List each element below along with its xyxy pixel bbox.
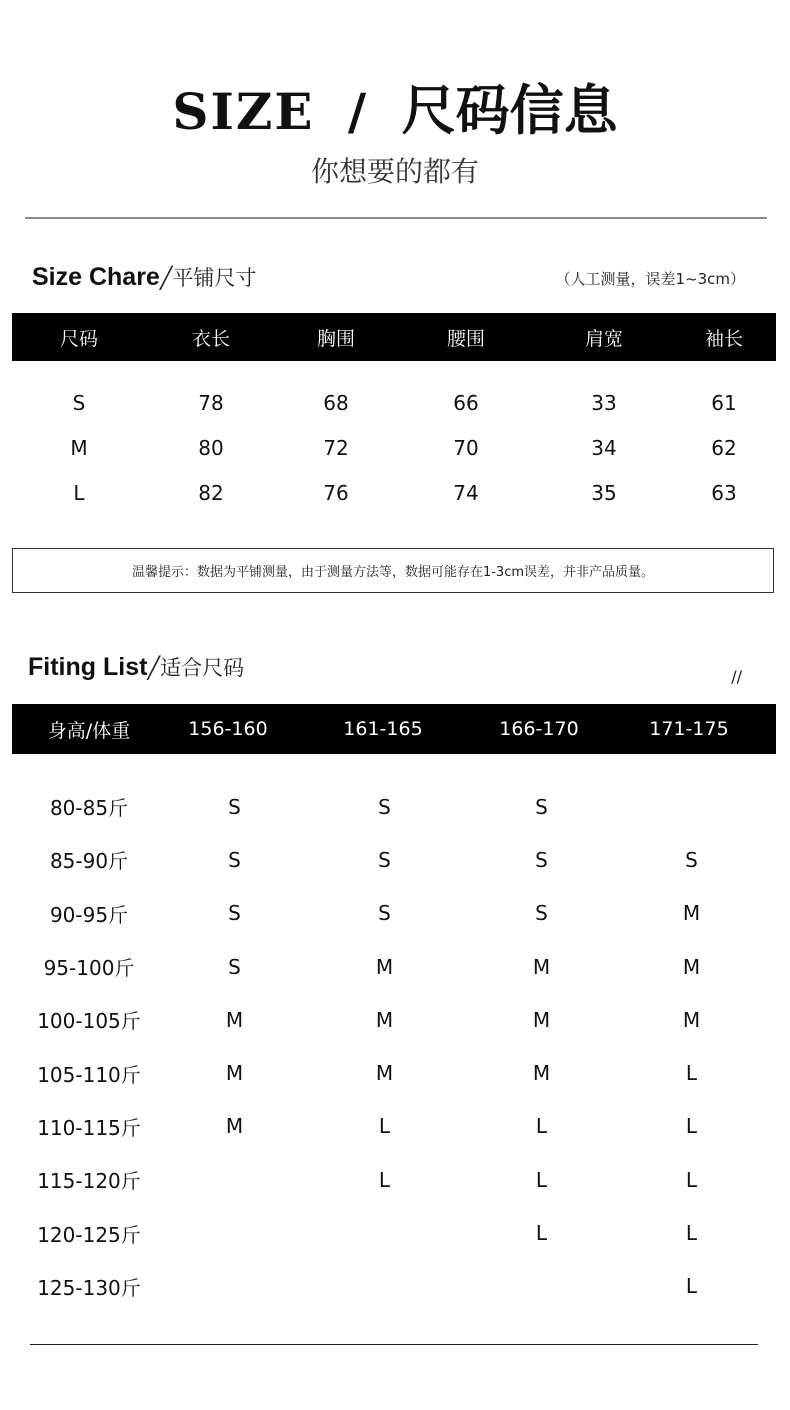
size-chart-col: 衣长 xyxy=(191,327,230,350)
size-chart-header xyxy=(12,313,776,361)
table-cell: M xyxy=(225,1007,244,1032)
table-cell: 34 xyxy=(591,435,617,460)
table-cell: M xyxy=(682,1007,701,1032)
table-cell: L xyxy=(535,1167,548,1192)
table-cell: S xyxy=(378,847,391,872)
table-cell: 82 xyxy=(198,480,224,505)
size-chart-heading xyxy=(0,262,790,302)
size-chart-col: 肩宽 xyxy=(584,327,623,350)
page-subtitle: 你想要的都有 xyxy=(310,155,479,188)
table-cell: 72 xyxy=(323,435,349,460)
table-cell: 78 xyxy=(198,390,224,415)
table-cell: L xyxy=(378,1114,391,1139)
table-cell: S xyxy=(535,901,548,926)
table-cell: M xyxy=(375,954,394,979)
fitting-list-header xyxy=(12,704,776,754)
table-cell: S xyxy=(228,954,241,979)
table-cell: S xyxy=(228,794,241,819)
table-row xyxy=(12,380,776,425)
size-chart-col: 袖长 xyxy=(704,327,743,350)
table-cell: S xyxy=(228,847,241,872)
table-cell: 125-130斤 xyxy=(37,1275,141,1300)
table-cell: L xyxy=(685,1061,698,1086)
table-cell: 90-95斤 xyxy=(49,902,129,927)
table-cell: S xyxy=(378,901,391,926)
table-cell: M xyxy=(375,1007,394,1032)
table-row xyxy=(12,993,776,1046)
size-chart-note: （人工测量，误差1~3cm） xyxy=(555,270,745,288)
table-cell: S xyxy=(535,847,548,872)
table-cell: 80-85斤 xyxy=(49,796,129,821)
table-row xyxy=(12,887,776,940)
table-cell: M xyxy=(532,954,551,979)
table-row xyxy=(12,780,776,833)
size-chart-col: 腰围 xyxy=(446,327,485,350)
table-cell: 62 xyxy=(711,435,737,460)
table-cell: 100-105斤 xyxy=(37,1009,141,1034)
table-cell: L xyxy=(685,1274,698,1299)
table-row xyxy=(12,1046,776,1099)
table-row xyxy=(12,833,776,886)
fitting-list-col: 166-170 xyxy=(499,718,579,740)
table-cell: 76 xyxy=(323,480,349,505)
page-title xyxy=(0,68,790,145)
fitting-list-body xyxy=(12,780,776,1313)
table-cell: M xyxy=(70,435,88,460)
table-cell: M xyxy=(225,1114,244,1139)
table-cell: 110-115斤 xyxy=(37,1115,141,1140)
table-cell: 66 xyxy=(453,390,479,415)
table-cell: S xyxy=(535,794,548,819)
table-cell: 70 xyxy=(453,435,479,460)
table-cell: 33 xyxy=(591,390,617,415)
size-chart-title xyxy=(32,262,257,292)
table-row xyxy=(12,470,776,515)
table-row xyxy=(12,1100,776,1153)
fitting-list-title xyxy=(28,652,244,682)
fitting-list-title-en: Fiting List xyxy=(28,653,148,681)
top-divider xyxy=(25,217,767,219)
size-chart-body xyxy=(12,380,776,515)
table-cell: 61 xyxy=(711,390,737,415)
table-cell: 63 xyxy=(711,480,737,505)
table-cell: S xyxy=(72,390,86,415)
table-cell: L xyxy=(685,1221,698,1246)
table-cell: S xyxy=(378,794,391,819)
table-cell: S xyxy=(685,847,698,872)
table-row xyxy=(12,940,776,993)
fitting-list-col: 171-175 xyxy=(649,718,729,740)
table-cell: M xyxy=(532,1061,551,1086)
table-cell: 105-110斤 xyxy=(37,1062,141,1087)
fitting-list-col: 156-160 xyxy=(188,718,268,740)
title-en: SIZE xyxy=(172,82,315,141)
table-row xyxy=(12,1206,776,1259)
table-row xyxy=(12,1153,776,1206)
table-cell: L xyxy=(378,1167,391,1192)
fitting-list-col: 身高/体重 xyxy=(47,719,131,742)
table-cell: 74 xyxy=(453,480,479,505)
table-cell: 115-120斤 xyxy=(37,1169,141,1194)
size-chart-title-zh: ╱平铺尺寸 xyxy=(159,266,257,290)
table-cell: M xyxy=(375,1061,394,1086)
measurement-tip: 温馨提示：数据为平铺测量，由于测量方法等，数据可能存在1-3cm误差，并非产品质量。 xyxy=(12,548,774,593)
table-cell: L xyxy=(685,1114,698,1139)
table-cell: 85-90斤 xyxy=(49,849,129,874)
size-chart-col: 胸围 xyxy=(316,327,355,350)
table-cell: M xyxy=(682,901,701,926)
fitting-list-mark: // xyxy=(731,667,742,686)
fitting-list-col: 161-165 xyxy=(343,718,423,740)
table-cell: L xyxy=(535,1114,548,1139)
size-chart-col: 尺码 xyxy=(59,327,98,350)
table-row xyxy=(12,425,776,470)
table-cell: M xyxy=(682,954,701,979)
table-cell: L xyxy=(73,480,85,505)
table-cell: L xyxy=(685,1167,698,1192)
table-cell: 95-100斤 xyxy=(43,956,135,981)
table-cell: 80 xyxy=(198,435,224,460)
table-cell: M xyxy=(532,1007,551,1032)
table-cell: 35 xyxy=(591,480,617,505)
table-cell: 68 xyxy=(323,390,349,415)
fitting-list-title-zh: ╱适合尺码 xyxy=(147,656,245,680)
table-cell: S xyxy=(228,901,241,926)
table-row xyxy=(12,1260,776,1313)
size-chart-title-en: Size Chare xyxy=(32,263,160,291)
title-separator: / xyxy=(347,82,369,141)
title-zh: 尺码信息 xyxy=(401,79,618,142)
fitting-list-heading xyxy=(0,652,790,692)
table-cell: L xyxy=(535,1221,548,1246)
table-cell: M xyxy=(225,1061,244,1086)
table-cell: 120-125斤 xyxy=(37,1222,141,1247)
bottom-divider xyxy=(30,1344,758,1345)
